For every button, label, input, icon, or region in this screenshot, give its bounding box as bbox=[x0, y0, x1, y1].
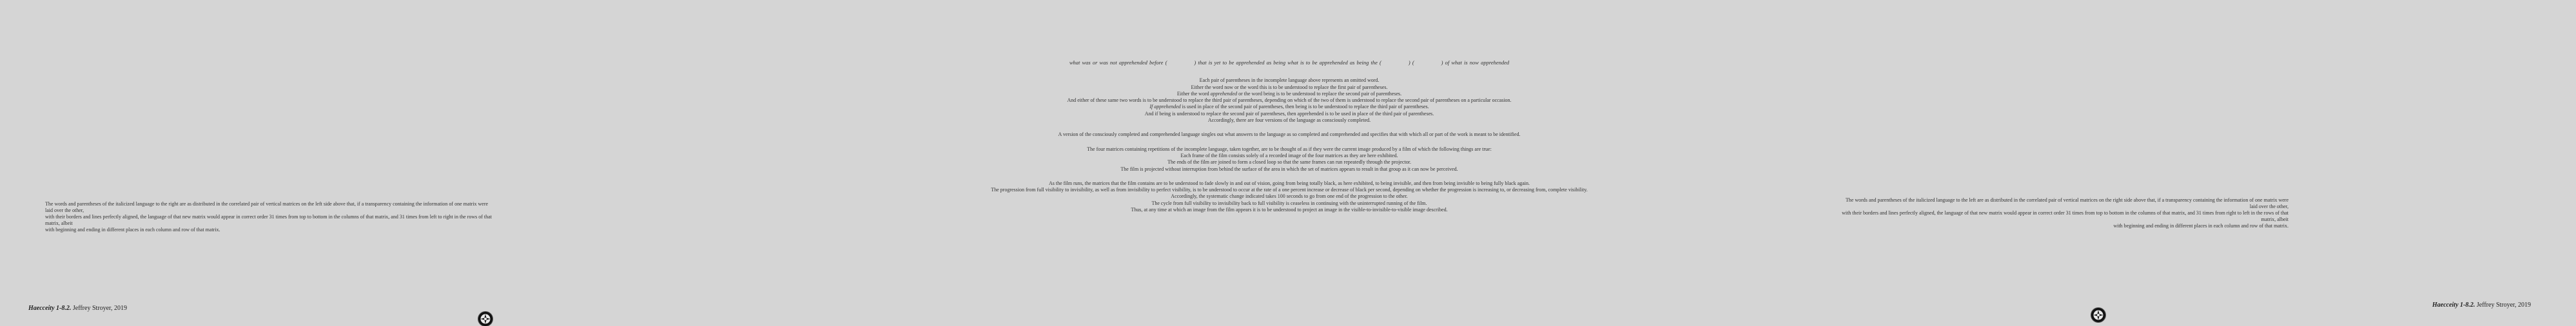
heading-part: what was or was not apprehended before ( bbox=[1069, 59, 1167, 66]
film-description-line: Each frame of the film consists solely of a recorded image of the four matrices as they are here exhibited. bbox=[1180, 152, 1398, 158]
visibility-description-line: Accordingly, the systematic change indicated takes 100 seconds to go from one end of the progression to the other. bbox=[1171, 193, 1408, 200]
heading-part: ) of what is now apprehended bbox=[1441, 59, 1510, 66]
credit-left bbox=[28, 305, 127, 312]
visibility-description-line: The progression from full visibility to invisibility, as well as from invisibility to perfect visibility, is to be understood to occur at the rate of a one percent increase or decrease of black per second, depending on whether the progression is increasing to, or decreasing from, complete visibility. bbox=[991, 187, 1588, 193]
left-description bbox=[45, 201, 496, 233]
right-description-line: with beginning and ending in different places in each column and row of that matrix. bbox=[2113, 223, 2288, 229]
circular-emblem-icon bbox=[2091, 308, 2105, 322]
text-fragment: is used in place of the second pair of parentheses, then being is to be understood to replace the third pair of parentheses. bbox=[1180, 104, 1429, 110]
credit-right bbox=[2432, 302, 2531, 309]
film-description-line: The film is projected without interruption from behind the surface of the area in which the set of matrices appears to result in that group as it can now be perceived. bbox=[1120, 166, 1458, 172]
right-description bbox=[1837, 197, 2288, 229]
explanation-line: Either the word now or the word this is to be understood to replace the first pair of parentheses. bbox=[1191, 84, 1388, 90]
artwork-title: Haecceity 1-8.2. bbox=[2432, 302, 2475, 309]
right-description-line: The words and parentheses of the italicized language to the left are as distributed in the correlated pair of vertical matrices on the right side above that, if a transparency containing the information of one matrix were laid over the other, bbox=[1845, 197, 2288, 209]
visibility-description-line: The cycle from full visibility to invisibility back to full visibility is ceaseless in continuing with the uninterrupted running of the film. bbox=[1151, 200, 1427, 206]
heading-part: ) that is yet to be apprehended as being what is to be apprehended as being the ( bbox=[1194, 59, 1381, 66]
explanation-line: Accordingly, there are four versions of the language as consciously completed. bbox=[1207, 117, 1371, 124]
visibility-description-line: Thus, at any time at which an image from the film appears it is to be understood to project an image in the visible-to-invisible-to-visible image described. bbox=[1131, 207, 1448, 213]
left-description-line: with their borders and lines perfectly aligned, the language of that new matrix would appear in correct order 31 times from top to bottom in the columns of that matrix, and 31 times from left to right in the rows of that matrix, albeit bbox=[45, 214, 492, 226]
artist-credit: Jeffrey Stroyer, 2019 bbox=[72, 305, 127, 312]
explanation-line: Each pair of parentheses in the incomplete language above represents an omitted word. bbox=[1199, 77, 1380, 84]
incomplete-language-heading bbox=[967, 59, 1612, 66]
explanation-line: And if being is understood to replace the second pair of parentheses, then apprehended is to be used in place of the third pair of parentheses. bbox=[1144, 110, 1434, 117]
right-description-line: with their borders and lines perfectly aligned, the language of that new matrix would appear in correct order 31 times from top to bottom in the columns of that matrix, and 31 times from right to left in the rows of that matrix, albeit bbox=[1842, 210, 2288, 222]
film-description-line: The four matrices containing repetitions of the incomplete language, taken together, are to be thought of as if they were the current image produced by a film of which the following things are true: bbox=[1087, 146, 1492, 152]
visibility-description-line: As the film runs, the matrices that the film contains are to be understood to fade slowly in and out of vision, going from being totally black, as here exhibited, to being invisible, and then from being invisible to being fully black again. bbox=[1048, 180, 1530, 186]
artwork-title: Haecceity 1-8.2. bbox=[28, 305, 72, 312]
text-fragment: Either the word bbox=[1176, 90, 1211, 97]
explanation-line: And either of these same two words is to be understood to replace the third pair of parentheses, depending on which of the two of them is understood to replace the second pair of parentheses on a particular occasion. bbox=[1067, 97, 1512, 104]
circular-emblem-icon bbox=[478, 312, 493, 326]
artist-credit: Jeffrey Stroyer, 2019 bbox=[2476, 302, 2531, 309]
heading-part: ) ( bbox=[1408, 59, 1414, 66]
center-text bbox=[967, 59, 1612, 213]
text-fragment-emphasis: If apprehended bbox=[1149, 104, 1181, 110]
film-description-line: The ends of the film are joined to form a closed loop so that the same frames can run repeatedly through the projector. bbox=[1167, 159, 1411, 166]
left-description-line: with beginning and ending in different places in each column and row of that matrix. bbox=[45, 227, 220, 233]
explanation-line bbox=[967, 91, 1612, 97]
text-fragment: or the word being is to be understood to replace the second pair of parentheses. bbox=[1237, 90, 1402, 97]
explanation-line: A version of the consciously completed and comprehended language singles out what answers to the language as so completed and comprehended and specifies that with which all or part of the work is meant to be identified. bbox=[1058, 131, 1521, 138]
left-description-line: The words and parentheses of the italicized language to the right are as distributed in the correlated pair of vertical matrices on the left side above that, if a transparency containing the information of one matrix were laid over the other, bbox=[45, 201, 489, 213]
text-fragment-emphasis: apprehended bbox=[1210, 90, 1238, 97]
explanation-line bbox=[967, 104, 1612, 110]
